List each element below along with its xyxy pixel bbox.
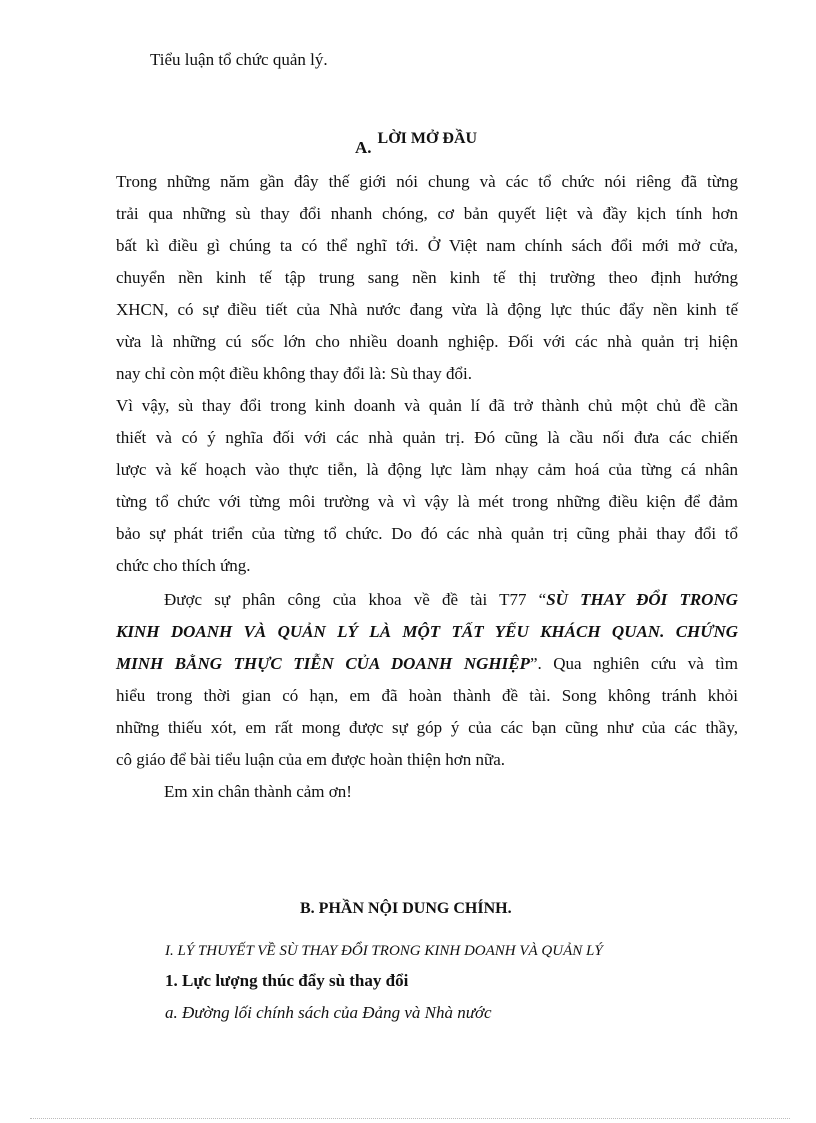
- paragraph-line: bất kì điều gì chúng ta có thể nghĩ tới. Ở Việt nam chính sách đổi mới mở cửa,: [116, 236, 738, 255]
- paragraph-line: cô giáo để bài tiểu luận của em được hoàn thiện hơn nữa.: [116, 750, 506, 769]
- thanks-line: Em xin chân thành cảm ơn!: [164, 782, 352, 801]
- topic-lead-text: Được sự phân công của khoa về đề tài T77 “: [164, 590, 547, 609]
- paragraph-line: bảo sự phát triển của từng tổ chức. Do đó các nhà quản trị cũng phải thay đổi tổ: [116, 524, 738, 543]
- topic-title-part-2: KINH DOANH VÀ QUẢN LÝ LÀ MỘT TẤT YẾU KHÁCH QUAN. CHỨNG: [116, 622, 738, 641]
- paragraph-line: thiết và có ý nghĩa đối với các nhà quản trị. Đó cũng là cầu nối đưa các chiến: [116, 428, 738, 447]
- paragraph-line: XHCN, có sự điều tiết của Nhà nước đang vừa là động lực thúc đẩy nền kinh tế: [116, 300, 738, 319]
- paragraph-line: chức cho thích ứng.: [116, 556, 251, 575]
- section-a-number: A.: [355, 138, 372, 157]
- paragraph-line: nay chỉ còn một điều không thay đổi là: Sù thay đổi.: [116, 364, 473, 383]
- intro-paragraph-3: [116, 584, 738, 808]
- paragraph-line: lược và kế hoạch vào thực tiễn, là động lực làm nhạy cảm hoá của từng cá nhân: [116, 460, 738, 479]
- section-a-title: LỜI MỞ ĐẦU: [377, 130, 478, 147]
- subsection-1-heading: 1. Lực lượng thúc đẩy sù thay đổi: [165, 971, 409, 990]
- subsection-i-heading: I. LÝ THUYẾT VỀ SÙ THAY ĐỔI TRONG KINH DOANH VÀ QUẢN LÝ: [165, 943, 603, 959]
- subsection-a-heading: a. Đường lối chính sách của Đảng và Nhà nước: [165, 1003, 492, 1022]
- topic-title-part-3: MINH BẰNG THỰC TIỄN CỦA DOANH NGHIỆP: [116, 654, 530, 673]
- page-bottom-divider: [30, 1118, 790, 1119]
- paragraph-line: vừa là những cú sốc lớn cho nhiều doanh nghiệp. Đối với các nhà quản trị hiện: [116, 332, 738, 351]
- paragraph-line: trải qua những sù thay đổi nhanh chóng, cơ bản quyết liệt và đầy kịch tính hơn: [116, 204, 738, 223]
- paragraph-line: hiểu trong thời gian có hạn, em đã hoàn thành đề tài. Song không tránh khỏi: [116, 686, 738, 705]
- paragraph-line: [116, 648, 738, 680]
- page-header: Tiểu luận tổ chức quản lý.: [150, 50, 328, 69]
- section-a-heading: [355, 128, 478, 157]
- paragraph-line: từng tổ chức với từng môi trường và vì vậy là mét trong những điều kiện để đảm: [116, 492, 738, 511]
- paragraph-line: Trong những năm gần đây thế giới nói chung và các tổ chức nói riêng đã từng: [116, 172, 738, 191]
- paragraph-line: chuyển nền kinh tế tập trung sang nền kinh tế thị trường theo định hướng: [116, 268, 738, 287]
- paragraph-line: những thiếu xót, em rất mong được sự góp ý của các bạn cũng như của các thầy,: [116, 718, 738, 737]
- section-b-heading: B. PHẦN NỘI DUNG CHÍNH.: [300, 900, 512, 917]
- intro-paragraph-1: [116, 166, 738, 390]
- paragraph-line: [116, 584, 738, 616]
- topic-tail-text: ”. Qua nghiên cứu và tìm: [529, 654, 738, 673]
- topic-title-part-1: SÙ THAY ĐỔI TRONG: [546, 590, 738, 609]
- paragraph-line: Vì vậy, sù thay đổi trong kinh doanh và quản lí đã trở thành chủ một chủ đề cần: [116, 396, 738, 415]
- intro-paragraph-2: [116, 390, 738, 582]
